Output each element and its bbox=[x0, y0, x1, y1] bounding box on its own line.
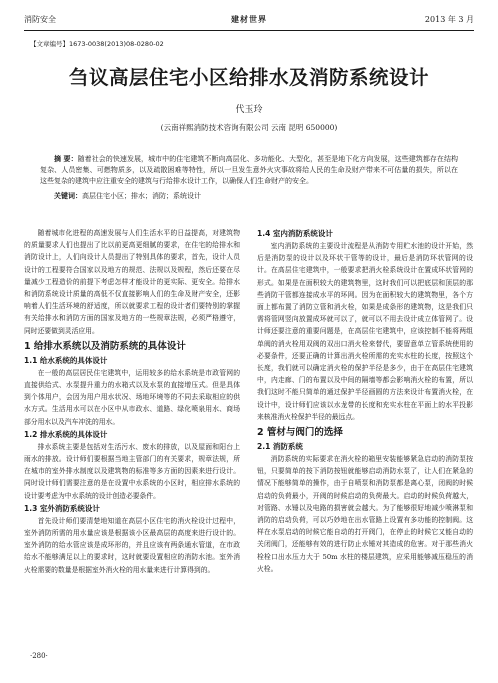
left-column bbox=[24, 227, 240, 576]
subsection-heading: 1.4 室内消防系统设计 bbox=[257, 229, 333, 238]
article-id: 【文章编号】1673-0038(2013)08-0280-02 bbox=[30, 40, 164, 48]
body-paragraph: 首先设计师们要清楚地知道在高层小区住宅的消火栓设计过程中，室外消防所需的用水量应该是根据该小区最高层的高度来进行设计的。室外消防的给水管应该是成环形的，并且应该有两条通水管道，在市政给水不能够满足以上的要求时，这时就要设置相应的消防水池。室外消火栓需要的数量是根据室外消火栓的用水量来进行计算得到的。 bbox=[24, 516, 240, 574]
abstract bbox=[40, 154, 458, 187]
keywords-label: 关键词： bbox=[54, 192, 82, 200]
header-section: 消防安全 bbox=[24, 15, 56, 24]
header-date: 2013 年 3 月 bbox=[424, 15, 474, 24]
header-journal: 建材世界 bbox=[231, 14, 267, 24]
abstract-text: 随着社会的快速发展，城市中的住宅建筑不断向高层化、多功能化、大型化，甚至是地下化方向发展，这些建筑都存在结构复杂、人员密集、可燃物质多，以及疏散困难等特性，所以一旦发生意外火灾事故将给人民的生命及财产带来不可估量的损失，所以在这些复杂的建筑中应注重安全的建筑与行给排水设计工作，以确保人们生命财产的安全。 bbox=[40, 155, 459, 185]
author: 代玉玲 bbox=[235, 105, 263, 115]
abstract-label: 摘 要： bbox=[54, 155, 78, 163]
keywords bbox=[40, 191, 458, 202]
affiliation: (云南祥熙消防技术咨询有限公司 云南 昆明 650000) bbox=[160, 123, 338, 132]
body-paragraph: 室内消防系统的主要设计流程是从消防专用贮水池的设计开始，然后是消防泵的设计以及环状干管等的设计，最后是消防环状管网的设计。在高层住宅建筑中，一般要求把消火栓系统设计在置成环状管网的形式。如果是在面积较大的建筑物里，这时我们可以把底层和顶层的那些消防干管都连接成水平的环网。因为在面积较大的建筑物里，各个方面上都布置了消防立管和消火栓，如果是成条形的建筑物，这是我们只需将管网竖向放置成环就可以了，就可以不用去设计成立体管网了。设计师还要注意的重要问题是，在高层住宅建筑中，应该控制不能将两组单阀的消火栓用双阀的双出口消火栓来替代，要留意单立管系统使用的必要条件，还要正确的计算出消火栓所需的充实水柱的长度，按照这个长度，我们就可以确定消火栓的保护半径是多少，由于在高层住宅建筑中，内走廊、门的布置以及中间的隔墙等都会影响消火栓的布置，所以我们这时不能只简单的通过保护半径画圆的方法来设计布置消火栓，在设计中，设计师们应该以水龙带的长度和充实水柱在平面上的水平投影来核准消火栓保护半径的最远点。 bbox=[257, 242, 473, 421]
subsection-heading: 1.3 室外消防系统设计 bbox=[24, 503, 100, 513]
section-heading: 2 管材与阀门的选择 bbox=[257, 427, 343, 439]
body-paragraph: 消防系统的实际要求在消火栓的箱里安装能够紧急启动的消防泵按钮，只要简单的按下消防按钮就能够启动消防水泵了，让人们在紧急的情况下能够简单的操作，由于自喷泵和消防泵都是离心泵，闭阀的时候启动的负荷最小，开阀的时候启动的负荷最大。启动的时候负荷越大，对管路、水锤以及电路的损害就会越大。为了能够很好地减少喷淋泵和消防的启动负荷，可以巧妙地在出水管路上设置有多功能的控制阀。这样在水泵启动的时候它能自动的打开阀门，在停止的时候它又能自动的关闭阀门，还能够有效的进行防止水锤对其造成的危害。对于那些消火栓栓口出水压力大于 50m 水柱的楼层建筑，应采用能够减压稳压的消火栓。 bbox=[257, 455, 473, 573]
intro-paragraph: 随着城市化进程的高速发展与人们生活水平的日益提高，对建筑物的质量要求人们也提出了比以前更高更细腻的要求，在住宅的给排水和消防设计上，人们向设计人员提出了特别具体的要求，首先，设计人员设计的工程要符合国家以及地方的规范、法规以及规程，然后还要在尽量减少工程造价的前提下考虑怎样才能设计的更实际、更安全。给排水和消防系统设计质量的高低不仅直接影响人们的生命及财产安全，还影响着人们生活环境的舒适度，所以就要求工程的设计者们要特别的掌握有关给排水和消防方面的国家及地方的一些规章法规，必须严格遵守，同时还要做到灵活应用。 bbox=[24, 229, 240, 335]
right-column bbox=[257, 227, 473, 575]
header-divider bbox=[24, 30, 474, 31]
section-heading: 1 给排水系统以及消防系统的具体设计 bbox=[24, 340, 186, 352]
page-number: ·280· bbox=[30, 652, 48, 660]
body-paragraph: 在一般的高层居民住宅建筑中，运用较多的给水系统是市政管网的直接供给式、水泵提升重力的水箱式以及水泵的直接增压式。但是具体到个体用户，会因为用户用水状况、场地环境等的不同去采取相应的供水方式。生活用水可以在小区中从市政水、道路、绿化喷泉用水、商场部分用水以及汽车冲洗的用水。 bbox=[24, 368, 240, 426]
body-paragraph: 排水系统主要是包括对生活污水、废水的排放，以及屋面和阳台上雨水的排放。设计师们要根据当地主管部门的有关要求，规章法规，所在城市的室外排水制度以及建筑物的标准等多方面的因素来进行设计。同时设计师们需要注意的是在设置中水系统的小区时，相应排水系统的设计要考虑为中水系统的设计创造必要条件。 bbox=[24, 442, 240, 500]
running-header bbox=[24, 12, 474, 28]
subsection-heading: 2.1 消防系统 bbox=[257, 442, 303, 452]
subsection-heading: 1.1 给水系统的具体设计 bbox=[24, 355, 108, 365]
keywords-text: 高层住宅小区；排水；消防；系统设计 bbox=[82, 192, 201, 200]
paper-title: 刍议高层住宅小区给排水及消防系统设计 bbox=[68, 66, 429, 89]
subsection-heading: 1.2 排水系统的具体设计 bbox=[24, 429, 108, 439]
